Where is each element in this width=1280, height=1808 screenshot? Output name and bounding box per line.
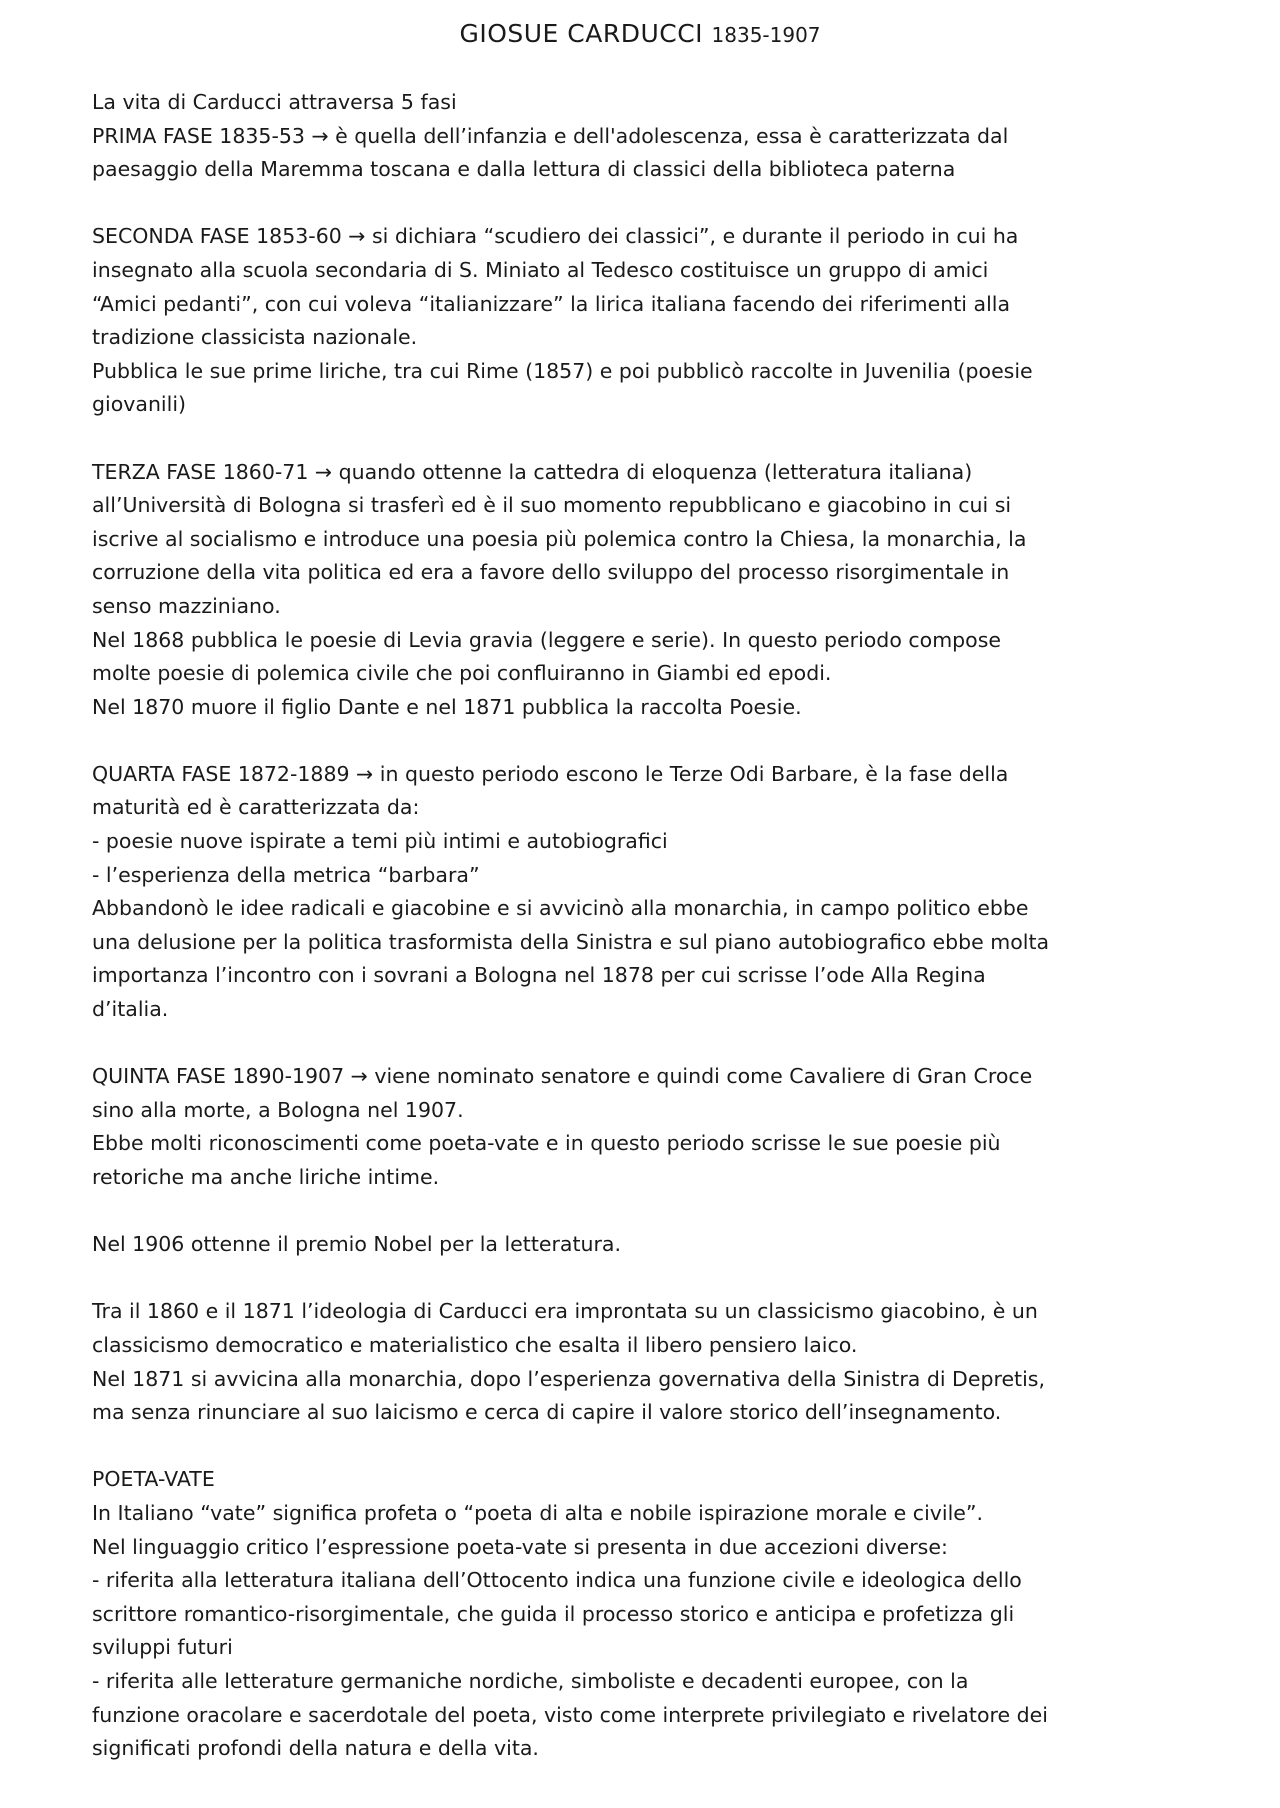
document-body <box>92 86 1212 1766</box>
text-line: Nel 1871 si avvicina alla monarchia, dopo l’esperienza governativa della Sinistra di Depretis, <box>92 1366 1045 1391</box>
text-line: Nel 1870 muore il figlio Dante e nel 1871 pubblica la raccolta Poesie. <box>92 694 802 719</box>
text-line: giovanili) <box>92 392 187 417</box>
text-line: - riferita alle letterature germaniche nordiche, simboliste e decadenti europee, con la <box>92 1668 969 1693</box>
text-line: significati profondi della natura e della vita. <box>92 1736 539 1761</box>
text-line: molte poesie di polemica civile che poi confluiranno in Giambi ed epodi. <box>92 661 832 686</box>
text-line: Nel 1868 pubblica le poesie di Levia gravia (leggere e serie). In questo periodo compose <box>92 627 1002 652</box>
paragraph-quinta-fase <box>92 1060 1212 1194</box>
text-line: - l’esperienza della metrica “barbara” <box>92 862 480 887</box>
paragraph-ideologia <box>92 1295 1212 1429</box>
text-line: TERZA FASE 1860-71 → quando ottenne la cattedra di eloquenza (letteratura italiana) <box>92 459 973 484</box>
paragraph-nobel <box>92 1228 1212 1262</box>
text-line: - poesie nuove ispirate a temi più intimi e autobiografici <box>92 829 668 854</box>
text-line: corruzione della vita politica ed era a favore dello sviluppo del processo risorgimentale in <box>92 560 1010 585</box>
title-main: GIOSUE CARDUCCI <box>459 19 704 48</box>
paragraph-quarta-fase <box>92 758 1212 1027</box>
text-line: classicismo democratico e materialistico che esalta il libero pensiero laico. <box>92 1332 858 1357</box>
text-line: PRIMA FASE 1835-53 → è quella dell’infanzia e dell'adolescenza, essa è caratterizzata dal <box>92 123 1009 148</box>
text-line: senso mazziniano. <box>92 593 281 618</box>
text-line: - riferita alla letteratura italiana dell’Ottocento indica una funzione civile e ideologica dello <box>92 1568 1022 1593</box>
title-years: 1835-1907 <box>711 23 821 47</box>
text-line: Nel linguaggio critico l’espressione poeta-vate si presenta in due accezioni diverse: <box>92 1534 948 1559</box>
text-line: Ebbe molti riconoscimenti come poeta-vate e in questo periodo scrisse le sue poesie più <box>92 1131 1001 1156</box>
text-line: In Italiano “vate” significa profeta o “poeta di alta e nobile ispirazione morale e civile”. <box>92 1500 984 1525</box>
document-title <box>0 18 1280 51</box>
text-line: sviluppi futuri <box>92 1635 233 1660</box>
paragraph-intro <box>92 86 1212 187</box>
text-line: paesaggio della Maremma toscana e dalla lettura di classici della biblioteca paterna <box>92 157 956 182</box>
text-line: d’italia. <box>92 997 169 1022</box>
text-line: QUARTA FASE 1872-1889 → in questo periodo escono le Terze Odi Barbare, è la fase della <box>92 761 1009 786</box>
text-line: funzione oracolare e sacerdotale del poeta, visto come interprete privilegiato e rivelatore dei <box>92 1702 1048 1727</box>
paragraph-poeta-vate <box>92 1463 1212 1765</box>
text-line: Abbandonò le idee radicali e giacobine e si avvicinò alla monarchia, in campo politico ebbe <box>92 896 1029 921</box>
paragraph-seconda-fase <box>92 220 1212 422</box>
text-line: “Amici pedanti”, con cui voleva “italianizzare” la lirica italiana facendo dei riferimenti alla <box>92 291 1011 316</box>
text-line: ma senza rinunciare al suo laicismo e cerca di capire il valore storico dell’insegnamento. <box>92 1400 1002 1425</box>
text-line: maturità ed è caratterizzata da: <box>92 795 420 820</box>
text-line: QUINTA FASE 1890-1907 → viene nominato senatore e quindi come Cavaliere di Gran Croce <box>92 1064 1033 1089</box>
text-line: sino alla morte, a Bologna nel 1907. <box>92 1097 464 1122</box>
text-line: insegnato alla scuola secondaria di S. Miniato al Tedesco costituisce un gruppo di amici <box>92 257 989 282</box>
text-line: Nel 1906 ottenne il premio Nobel per la letteratura. <box>92 1232 622 1257</box>
text-line: scrittore romantico-risorgimentale, che guida il processo storico e anticipa e profetizza gli <box>92 1601 1015 1626</box>
text-line: retoriche ma anche liriche intime. <box>92 1165 440 1189</box>
text-line: tradizione classicista nazionale. <box>92 325 418 350</box>
text-line: all’Università di Bologna si trasferì ed è il suo momento repubblicano e giacobino in cui si <box>92 493 1012 518</box>
text-line: La vita di Carducci attraversa 5 fasi <box>92 90 457 114</box>
text-line: POETA-VATE <box>92 1467 215 1492</box>
paragraph-terza-fase <box>92 456 1212 725</box>
text-line: Pubblica le sue prime liriche, tra cui Rime (1857) e poi pubblicò raccolte in Juvenilia (poesie <box>92 358 1033 383</box>
text-line: SECONDA FASE 1853-60 → si dichiara “scudiero dei classici”, e durante il periodo in cui ha <box>92 224 1019 249</box>
text-line: iscrive al socialismo e introduce una poesia più polemica contro la Chiesa, la monarchia, la <box>92 526 1027 551</box>
text-line: una delusione per la politica trasformista della Sinistra e sul piano autobiografico ebbe molta <box>92 929 1050 954</box>
text-line: Tra il 1860 e il 1871 l’ideologia di Carducci era improntata su un classicismo giacobino, è un <box>92 1299 1038 1324</box>
text-line: importanza l’incontro con i sovrani a Bologna nel 1878 per cui scrisse l’ode Alla Regina <box>92 963 986 988</box>
